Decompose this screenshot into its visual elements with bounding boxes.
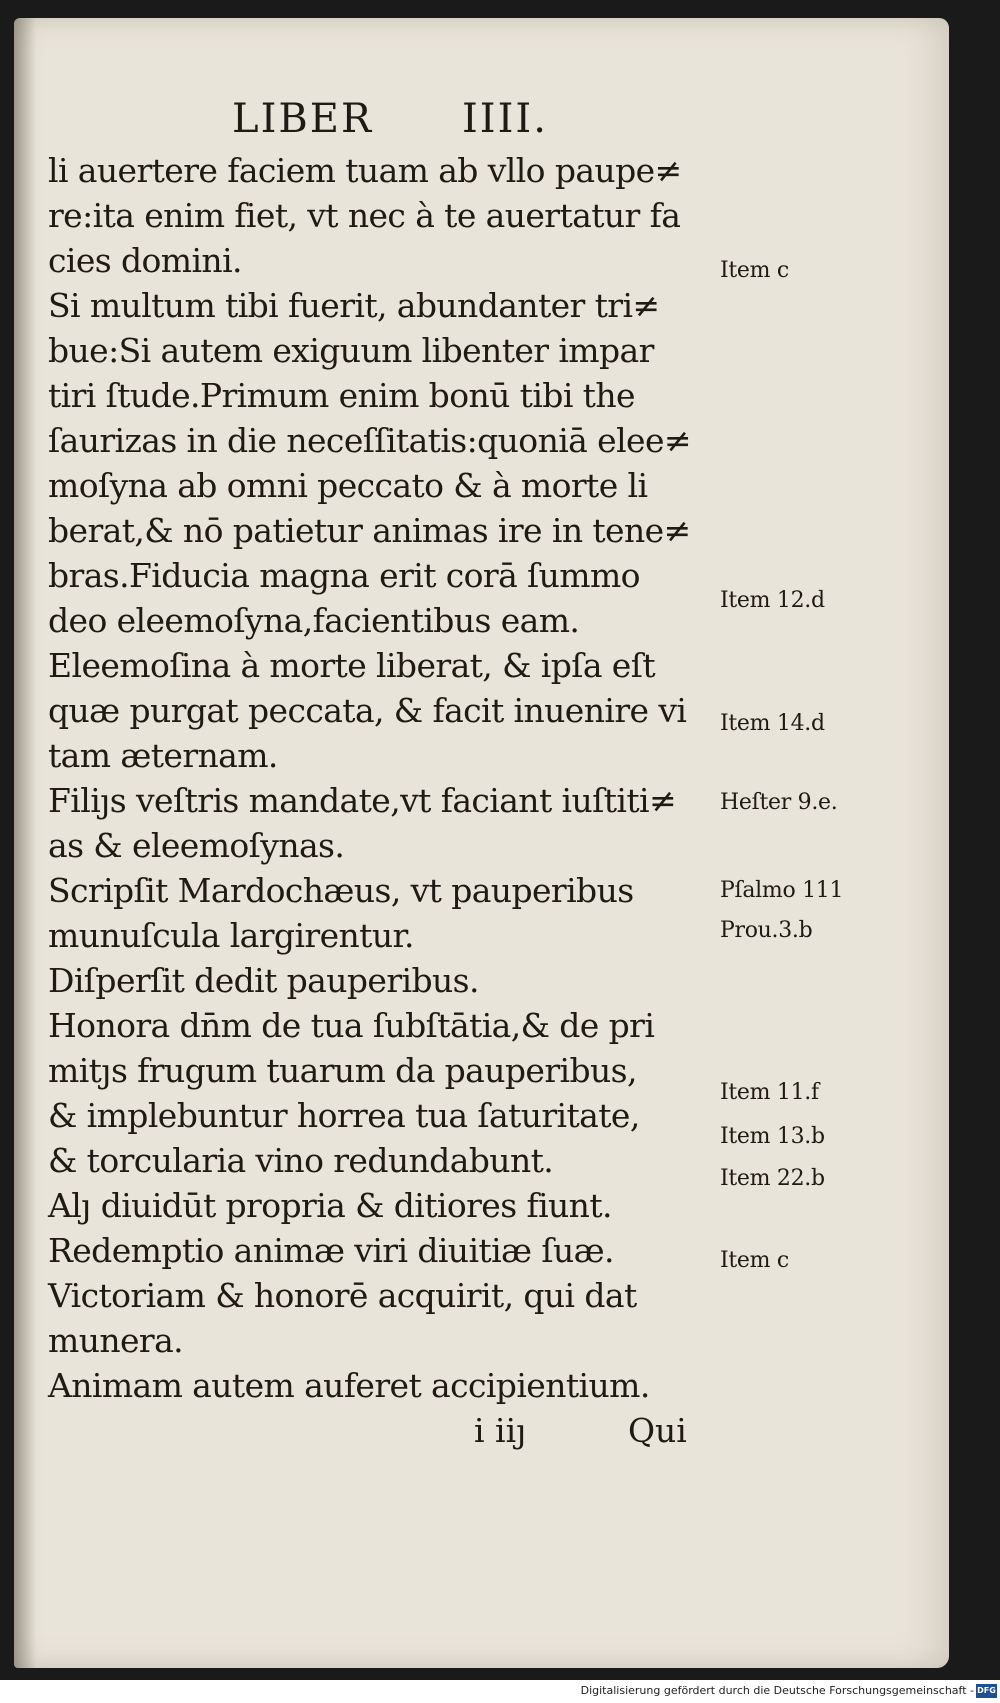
margin-note: Heſter 9.e. (720, 790, 838, 815)
text-line: munera. (48, 1321, 184, 1360)
text-line: moſyna ab omni peccato & à morte li (48, 466, 648, 505)
footer-bar (0, 1680, 1000, 1703)
catchword: Qui (628, 1411, 687, 1450)
running-head-title: LIBER (232, 96, 374, 142)
margin-note: Item 13.b (720, 1124, 825, 1149)
text-line: deo eleemoſyna,facientibus eam. (48, 601, 580, 640)
text-line: cies domini. (48, 241, 242, 280)
dfg-logo: DFG (976, 1684, 997, 1698)
margin-note: Prou.3.b (720, 918, 813, 943)
text-line: berat,& nō patietur animas ire in tene≠ (48, 511, 691, 550)
text-line: Eleemoſina à morte liberat, & ipſa eſt (48, 646, 656, 685)
text-line: Victoriam & honorē acquirit, qui dat (48, 1276, 637, 1315)
text-line: munuſcula largirentur. (48, 916, 414, 955)
margin-note: Item c (720, 258, 789, 283)
margin-note: Item 11.f (720, 1080, 819, 1105)
text-line: bras.Fiducia magna erit corā ſummo (48, 556, 640, 595)
running-head (14, 96, 714, 146)
text-line: tam æternam. (48, 736, 278, 775)
funding-credit: Digitalisierung gefördert durch die Deutsche Forschungsgemeinschaft - (580, 1684, 974, 1697)
text-line: Scripſit Mardochæus, vt pauperibus (48, 871, 634, 910)
book-page (14, 18, 949, 1668)
text-line: quæ purgat peccata, & facit inuenire vi (48, 691, 687, 730)
text-line: Si multum tibi fuerit, abundanter tri≠ (48, 286, 660, 325)
text-line: & implebuntur horrea tua ſaturitate, (48, 1096, 640, 1135)
text-line: ſaurizas in die neceſſitatis:quoniā elee≠ (48, 421, 691, 460)
body-text (48, 148, 728, 1408)
margin-note: Item c (720, 1248, 789, 1273)
text-line: & torcularia vino redundabunt. (48, 1141, 554, 1180)
text-line: Animam autem auferet accipientium. (48, 1366, 650, 1405)
text-line: Filiȷs veſtris mandate,vt faciant iuſtiti≠ (48, 781, 677, 820)
text-line: Alȷ diuidūt propria & ditiores fiunt. (48, 1186, 612, 1225)
text-line: Honora dn̄m de tua ſubſtātia,& de pri (48, 1006, 655, 1045)
text-line: bue:Si autem exiguum libenter impar (48, 331, 654, 370)
running-head-book-number: IIII. (462, 96, 548, 142)
text-line: tiri ſtude.Primum enim bonū tibi the (48, 376, 635, 415)
margin-note: Item 12.d (720, 588, 825, 613)
text-line: Redemptio animæ viri diuitiæ ſuæ. (48, 1231, 614, 1270)
text-line: mitȷs frugum tuarum da pauperibus, (48, 1051, 637, 1090)
text-line: li auertere faciem tuam ab vllo paupe≠ (48, 151, 682, 190)
margin-note: Item 14.d (720, 711, 825, 736)
text-line: as & eleemoſynas. (48, 826, 345, 865)
signature-mark: i iiȷ (474, 1411, 527, 1450)
text-line: Diſperſit dedit pauperibus. (48, 961, 479, 1000)
catchline (14, 1411, 714, 1461)
margin-note: Item 22.b (720, 1166, 825, 1191)
margin-note: Pſalmo 111 (720, 878, 844, 903)
text-line: re:ita enim fiet, vt nec à te auertatur fa (48, 196, 681, 235)
